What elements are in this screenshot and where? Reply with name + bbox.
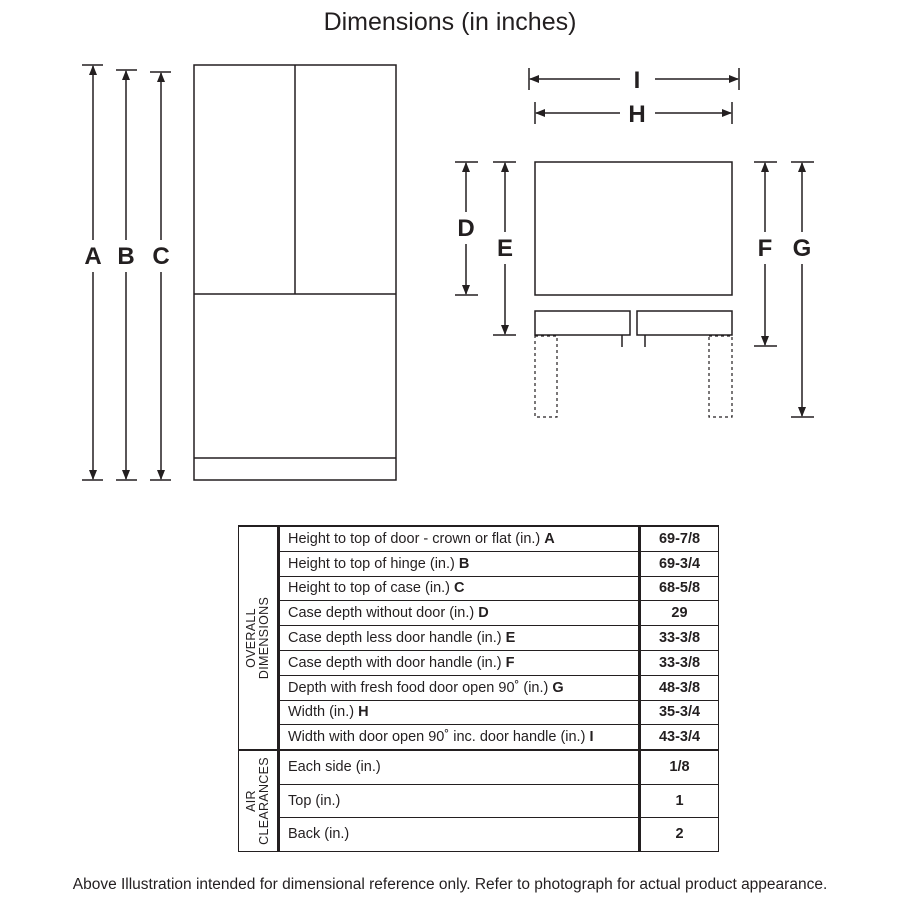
top-view-case bbox=[535, 162, 732, 295]
row-description: Width (in.) H bbox=[279, 700, 640, 725]
table-row bbox=[239, 551, 719, 576]
row-value: 1 bbox=[640, 784, 719, 818]
row-description: Top (in.) bbox=[279, 784, 640, 818]
top-view-right-door bbox=[637, 311, 732, 335]
table-row bbox=[239, 601, 719, 626]
row-description: Case depth without door (in.) D bbox=[279, 601, 640, 626]
label-h: H bbox=[628, 101, 646, 128]
row-value: 35-3/4 bbox=[640, 700, 719, 725]
group-label: OVERALL DIMENSIONS bbox=[244, 596, 271, 680]
table-row bbox=[239, 650, 719, 675]
label-i: I bbox=[633, 67, 641, 94]
row-description: Height to top of door - crown or flat (in.) A bbox=[279, 526, 640, 551]
row-value: 1/8 bbox=[640, 750, 719, 784]
table-row bbox=[239, 675, 719, 700]
top-view-left-door bbox=[535, 311, 630, 335]
disclaimer-text: Above Illustration intended for dimensional reference only. Refer to photograph for actual product appearance. bbox=[72, 876, 828, 893]
right-door-open-outline bbox=[709, 336, 732, 417]
label-f: F bbox=[757, 235, 773, 262]
group-label: AIR CLEARANCES bbox=[244, 757, 271, 845]
row-description: Each side (in.) bbox=[279, 750, 640, 784]
row-description: Depth with fresh food door open 90˚ (in.) G bbox=[279, 675, 640, 700]
row-description: Case depth less door handle (in.) E bbox=[279, 626, 640, 651]
row-value: 43-3/4 bbox=[640, 725, 719, 750]
table-row bbox=[239, 750, 719, 784]
row-value: 68-5/8 bbox=[640, 576, 719, 601]
row-value: 69-7/8 bbox=[640, 526, 719, 551]
table-row bbox=[239, 526, 719, 551]
row-description: Back (in.) bbox=[279, 818, 640, 852]
row-description: Height to top of hinge (in.) B bbox=[279, 551, 640, 576]
row-value: 69-3/4 bbox=[640, 551, 719, 576]
table-row bbox=[239, 576, 719, 601]
row-description: Case depth with door handle (in.) F bbox=[279, 650, 640, 675]
row-description: Height to top of case (in.) C bbox=[279, 576, 640, 601]
table-row bbox=[239, 818, 719, 852]
page-title: Dimensions (in inches) bbox=[323, 8, 577, 36]
row-value: 48-3/8 bbox=[640, 675, 719, 700]
table-row bbox=[239, 700, 719, 725]
left-door-open-outline bbox=[535, 336, 557, 417]
table-row bbox=[239, 725, 719, 750]
label-c: C bbox=[152, 243, 170, 270]
row-value: 33-3/8 bbox=[640, 626, 719, 651]
table-row bbox=[239, 626, 719, 651]
label-b: B bbox=[117, 243, 135, 270]
label-g: G bbox=[792, 235, 812, 262]
table-row bbox=[239, 784, 719, 818]
row-description: Width with door open 90˚ inc. door handle (in.) I bbox=[279, 725, 640, 750]
dimensions-table bbox=[238, 525, 719, 852]
row-value: 29 bbox=[640, 601, 719, 626]
label-a: A bbox=[84, 243, 102, 270]
label-e: E bbox=[496, 235, 514, 262]
group-air-clearances bbox=[239, 750, 279, 851]
row-value: 2 bbox=[640, 818, 719, 852]
label-d: D bbox=[457, 215, 475, 242]
row-value: 33-3/8 bbox=[640, 650, 719, 675]
